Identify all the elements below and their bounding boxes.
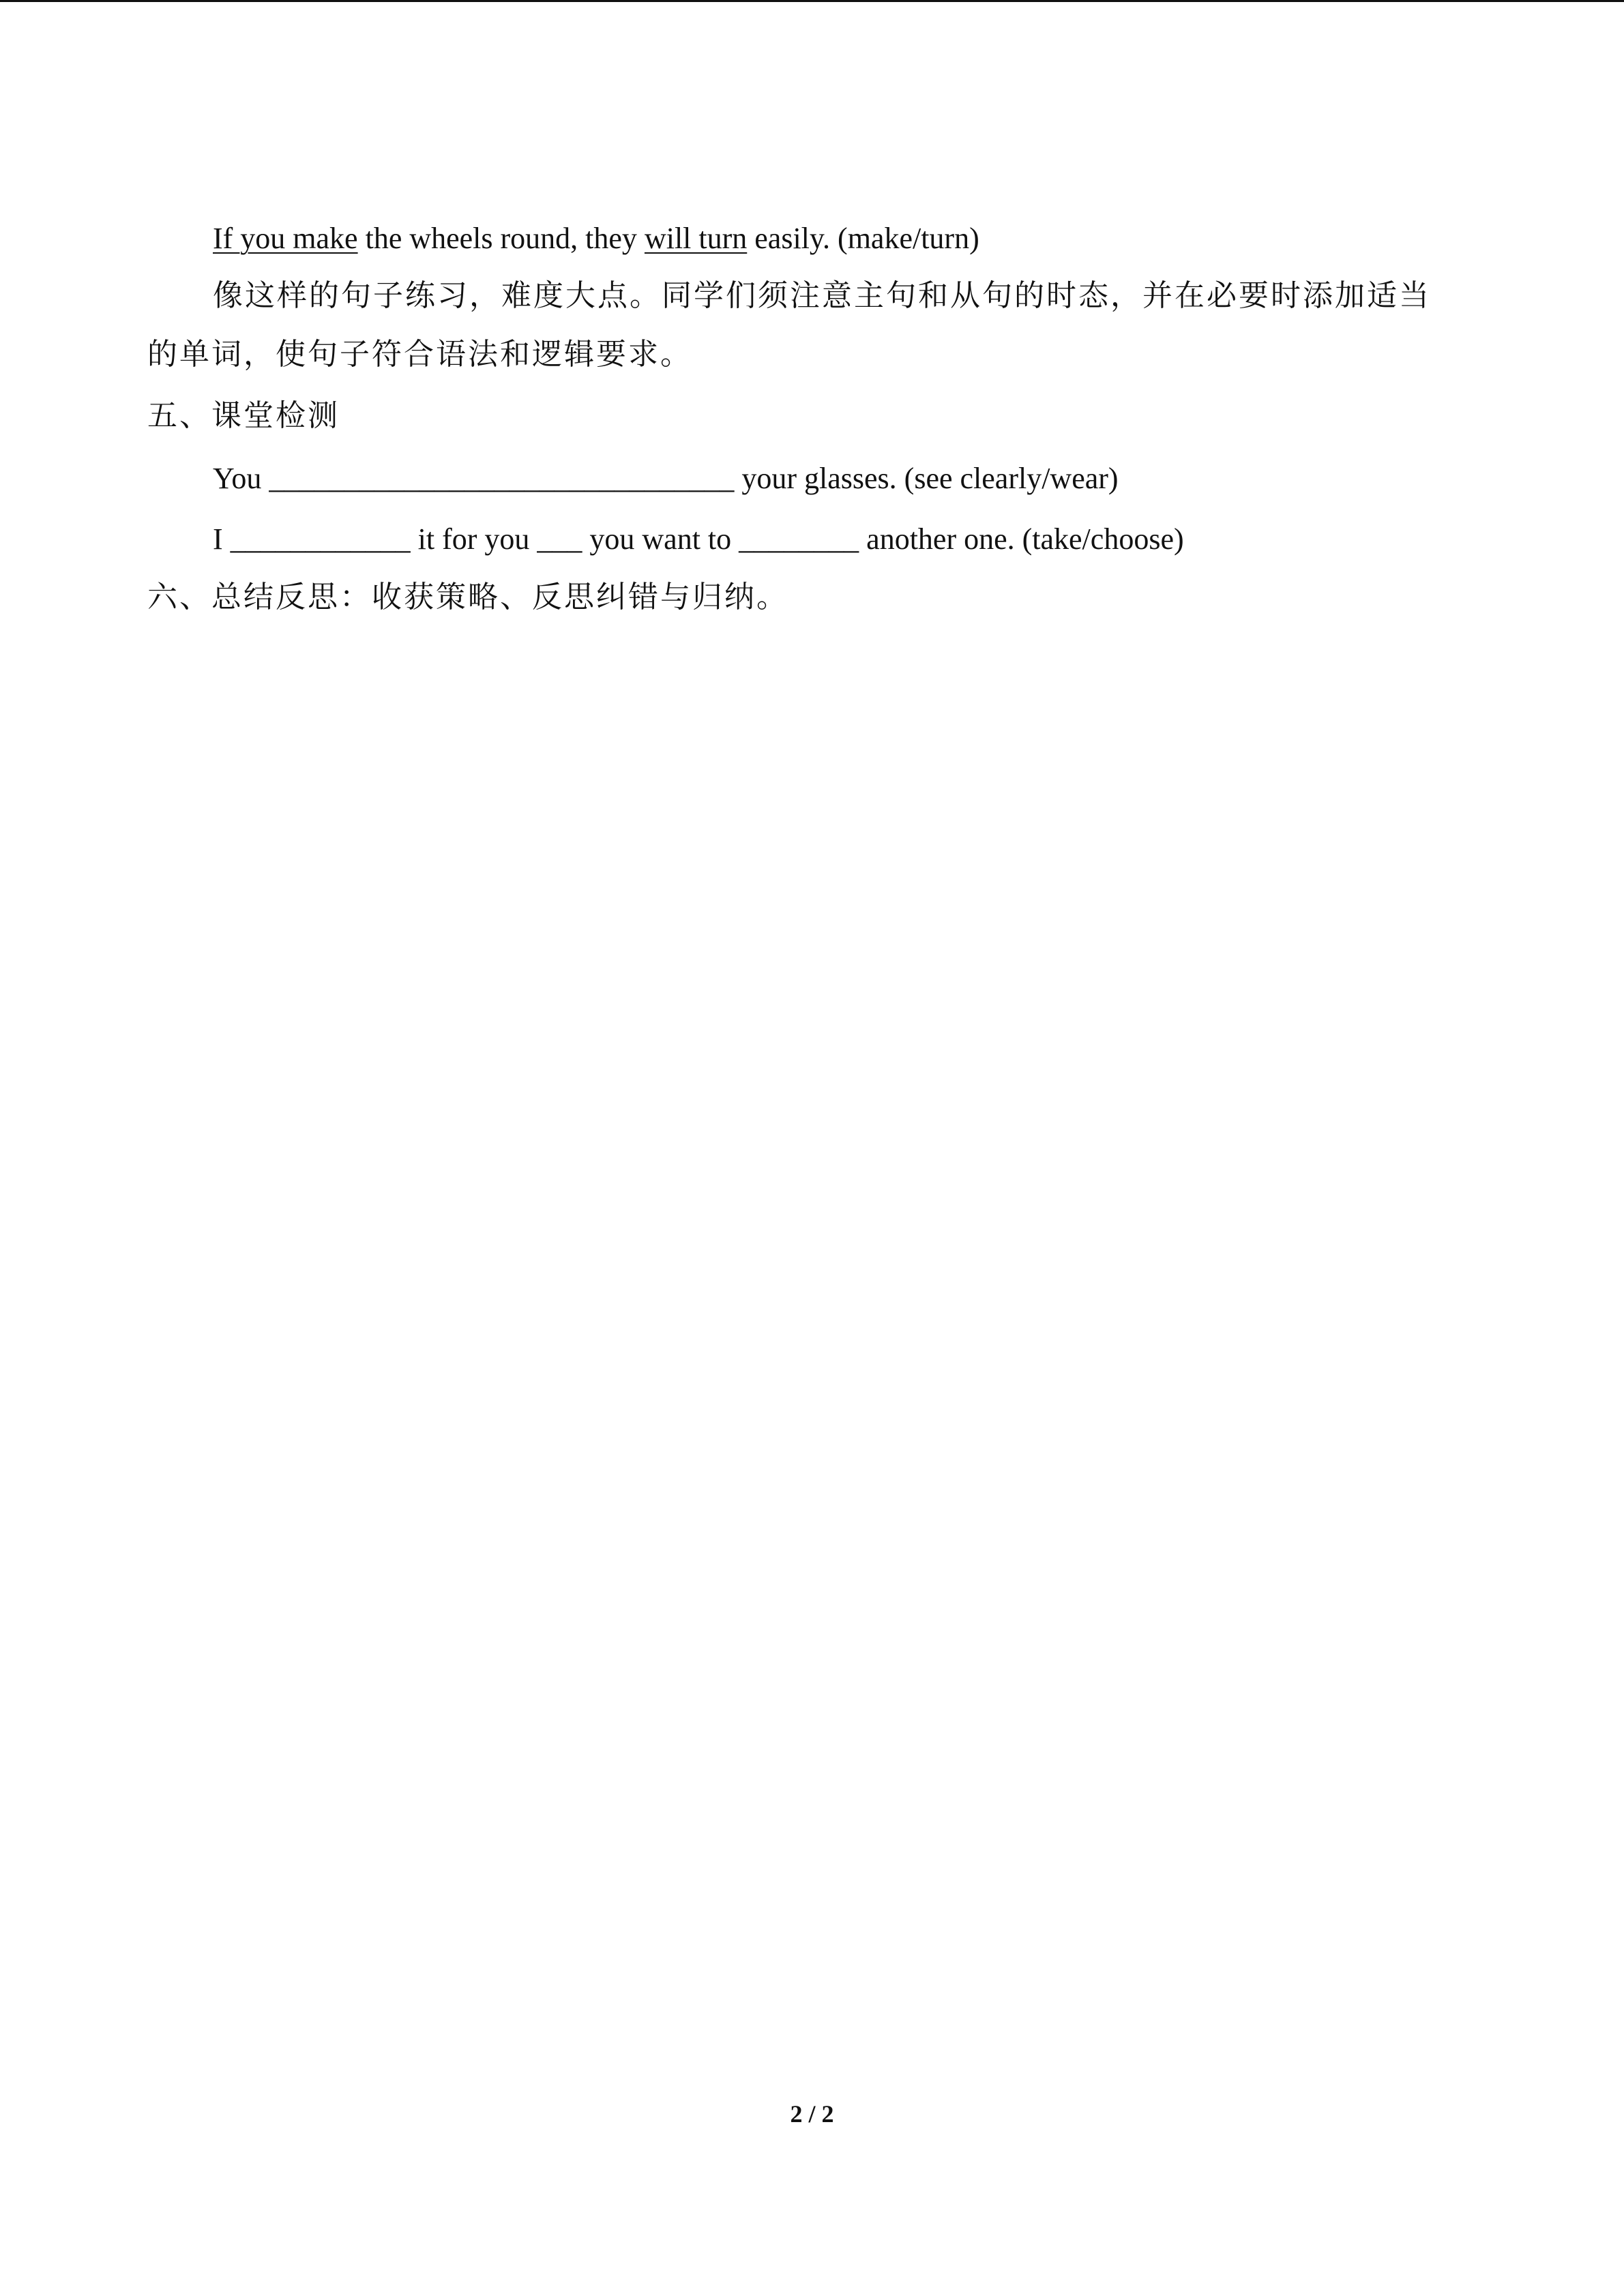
note-line-2: 的单词，使句子符合语法和逻辑要求。	[147, 337, 692, 372]
example-sentence	[213, 221, 979, 256]
example-tail: easily. (make/turn)	[747, 222, 979, 255]
note-line-1: 像这样的句子练习，难度大点。同学们须注意主句和从句的时态，并在必要时添加适当	[213, 278, 1431, 313]
example-main-verb: will turn	[644, 222, 748, 255]
exercise-question-2: I ____________ it for you ___ you want to ________ another one. (take/choose)	[213, 522, 1184, 556]
example-if-clause: If you make	[213, 222, 358, 255]
exercise-question-1: You _______________________________ your glasses. (see clearly/wear)	[213, 462, 1119, 495]
section-six-heading: 六、总结反思：收获策略、反思纠错与归纳。	[147, 580, 788, 614]
section-five-heading: 五、课堂检测	[147, 398, 340, 433]
page-number: 2 / 2	[790, 2100, 834, 2128]
example-middle: the wheels round, they	[357, 222, 645, 255]
